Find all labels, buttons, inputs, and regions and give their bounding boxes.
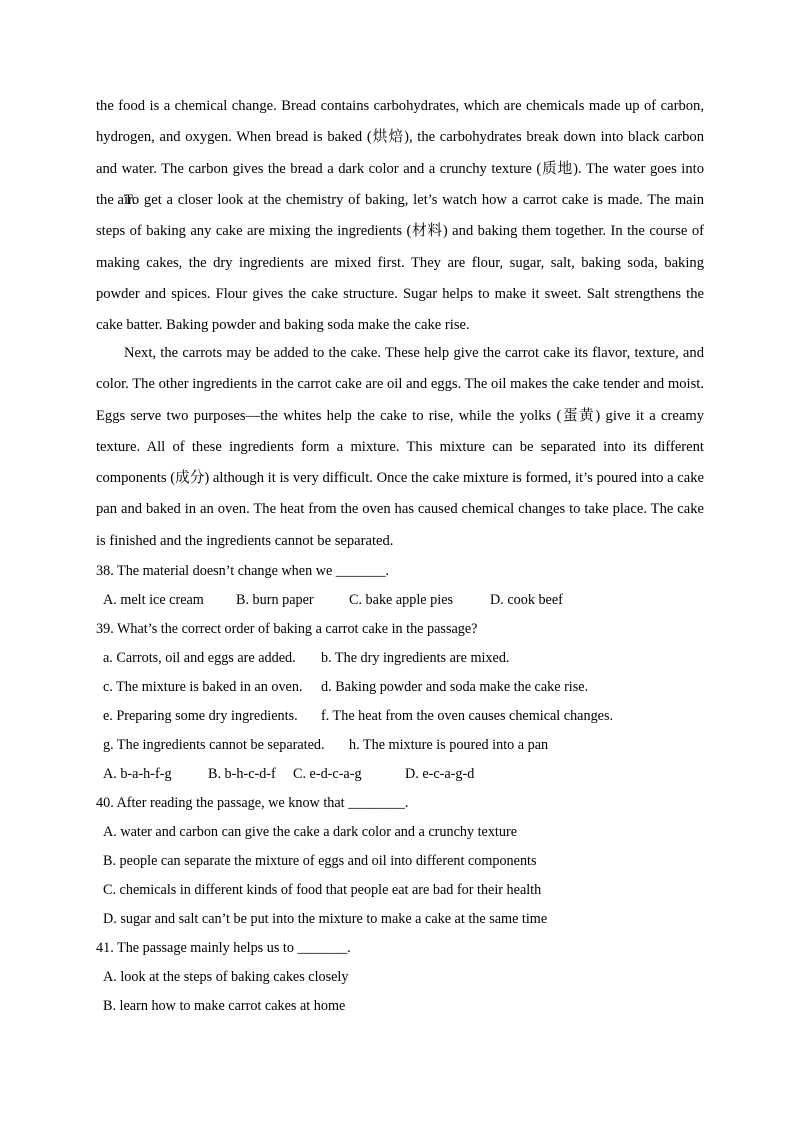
q39-step-a: a. Carrots, oil and eggs are added.	[103, 650, 296, 666]
q38-option-a: A. melt ice cream	[103, 592, 204, 608]
q39-step-e: e. Preparing some dry ingredients.	[103, 708, 298, 724]
q40-option-b: B. people can separate the mixture of eggs and oil into different components	[103, 853, 537, 869]
question-40-stem: 40. After reading the passage, we know that ________.	[96, 795, 409, 811]
q38-option-b: B. burn paper	[236, 592, 314, 608]
passage-paragraph-2: To get a closer look at the chemistry of baking, let’s watch how a carrot cake is made. The main steps of baking any cake are mixing the ingredients (材料) and baking them together. In the course of making cakes, the dry ingredients are mixed first. They are flour, sugar, salt, baking soda, baking powder and spices. Flour gives the cake structure. Sugar helps to make it sweet. Salt strengthens the cake batter. Baking powder and baking soda make the cake rise.	[96, 192, 704, 334]
question-38-stem: 38. The material doesn’t change when we _______.	[96, 563, 389, 579]
q39-option-d: D. e-c-a-g-d	[405, 766, 475, 782]
q41-option-a: A. look at the steps of baking cakes closely	[103, 969, 349, 985]
question-39-stem: 39. What’s the correct order of baking a carrot cake in the passage?	[96, 621, 478, 637]
q39-option-a: A. b-a-h-f-g	[103, 766, 172, 782]
q39-option-c: C. e-d-c-a-g	[293, 766, 362, 782]
q39-step-c: c. The mixture is baked in an oven.	[103, 679, 303, 695]
q38-option-d: D. cook beef	[490, 592, 563, 608]
q38-option-c: C. bake apple pies	[349, 592, 454, 608]
q39-step-d: d. Baking powder and soda make the cake rise.	[321, 679, 589, 695]
passage-paragraph-3: Next, the carrots may be added to the cake. These help give the carrot cake its flavor, texture, and color. The other ingredients in the carrot cake are oil and eggs. The oil makes the cake tender and moist. Eggs serve two purposes—the whites help the cake to rise, while the yolks (蛋黄) give it a creamy texture. All of these ingredients form a mixture. This mixture can be separated into its different components (成分) although it is very difficult. Once the cake mixture is formed, it’s poured into a cake pan and baked in an oven. The heat from the oven has caused chemical changes to take place. The cake is finished and the ingredients cannot be separated.	[96, 345, 704, 549]
question-41-stem: 41. The passage mainly helps us to _______.	[96, 940, 351, 956]
q39-step-b: b. The dry ingredients are mixed.	[321, 650, 510, 666]
q39-step-g: g. The ingredients cannot be separated.	[103, 737, 325, 753]
q39-step-h: h. The mixture is poured into a pan	[349, 737, 549, 753]
q40-option-c: C. chemicals in different kinds of food that people eat are bad for their health	[103, 882, 542, 898]
q39-step-f: f. The heat from the oven causes chemical changes.	[321, 708, 614, 724]
q40-option-a: A. water and carbon can give the cake a dark color and a crunchy texture	[103, 824, 517, 840]
q40-option-d: D. sugar and salt can’t be put into the mixture to make a cake at the same time	[103, 911, 548, 927]
passage-paragraph-1: the food is a chemical change. Bread contains carbohydrates, which are chemicals made up of carbon, hydrogen, and oxygen. When bread is baked (烘焙), the carbohydrates break down into black carbon and water. The carbon gives the bread a dark color and a crunchy texture (质地). The water goes into the air.	[96, 98, 704, 208]
q39-option-b: B. b-h-c-d-f	[208, 766, 276, 782]
q41-option-b: B. learn how to make carrot cakes at home	[103, 998, 346, 1014]
